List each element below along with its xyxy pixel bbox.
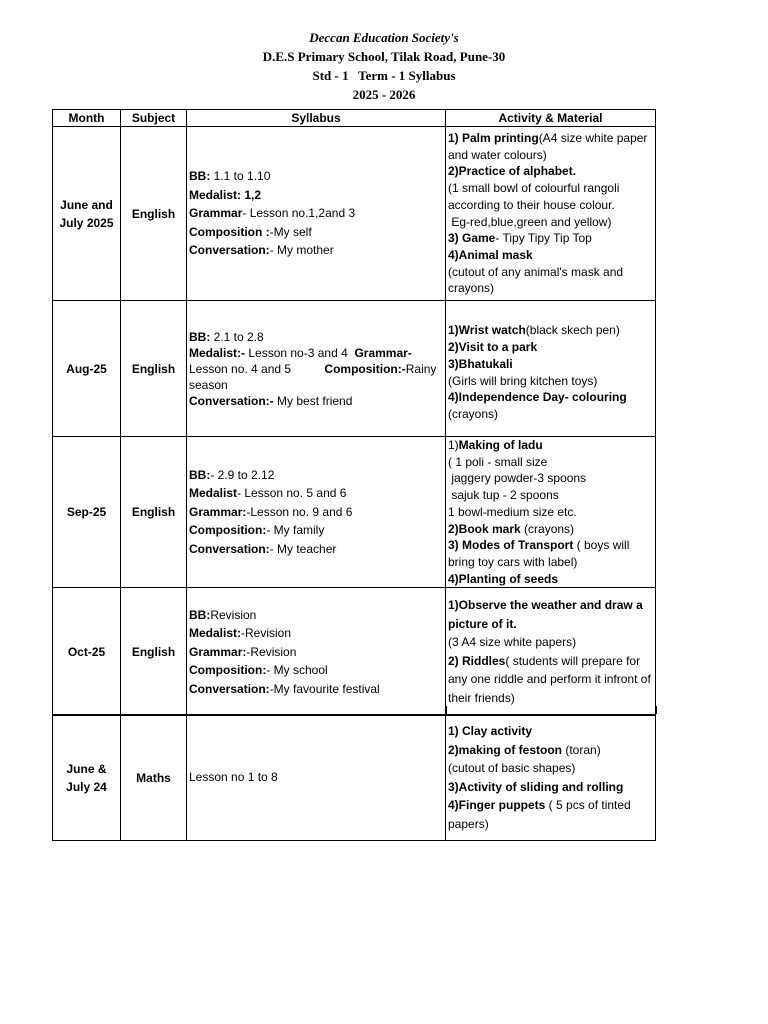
bold-label: 3)Activity of sliding and rolling [448,779,624,794]
item-text: (black skech pen) [525,323,620,338]
item-text: Eg-red,blue,green and yellow) [448,214,612,229]
header-subject: Subject [121,110,187,127]
list-item [448,339,653,356]
list-item [189,241,443,260]
list-item [448,180,653,213]
list-item [189,204,443,223]
bold-label: 3) Game [448,231,496,246]
list-item [448,437,653,454]
item-text: (cutout of any animal's mask and crayons) [448,264,627,296]
item-text: 2.1 to 2.8 [210,329,264,344]
bold-label: Conversation: [189,541,270,556]
list-item [448,521,653,538]
item-text: Lesson no-3 and 4 [245,345,355,360]
academic-year: 2025 - 2026 [352,87,416,102]
month-cell: June and July 2025 [53,127,121,301]
table-row [53,715,656,841]
bold-label: Conversation: [189,243,270,258]
list-item [448,247,653,264]
table-row [53,127,656,301]
item-text: (cutout of basic shapes) [448,761,576,775]
maths-table [52,714,656,841]
item-text: -Lesson no. 9 and 6 [246,504,353,519]
list-item [448,487,653,504]
document-header [0,28,768,104]
bold-label: BB: [189,467,211,482]
item-text: (3 A4 size white papers) [448,635,577,650]
syllabus-cell [187,588,446,716]
table-gap [52,706,657,714]
bold-label: Grammar: [189,644,247,659]
item-text: ( 5 pcs of tinted papers) [448,798,635,831]
list-item [189,186,443,205]
bold-label: 3) Modes of Transport [448,538,574,553]
subject-cell: English [121,301,187,437]
table-row [53,588,656,716]
list-item [189,643,443,662]
syllabus-cell [187,301,446,437]
list-item [448,373,653,390]
bold-label: Composition: [189,523,267,538]
school-name: D.E.S Primary School, Tilak Road, Pune-30 [262,49,506,64]
bold-label: Composition:- [324,361,406,376]
bold-label: Medalist [189,486,238,501]
activity-cell [446,715,656,841]
list-item [448,389,653,406]
item-text: Lesson no. 4 and 5 [189,345,416,376]
item-text: ( students will prepare for any one riddle and perform it infront of their friends) [448,653,655,705]
list-item [448,504,653,521]
bold-label: Conversation:- [189,393,274,408]
month-cell: Oct-25 [53,588,121,716]
bold-label: 4)Independence Day- colouring [448,390,627,405]
subject-cell: English [121,588,187,716]
list-item [448,214,653,231]
society-name: Deccan Education Society's [309,30,459,45]
syllabus-table [52,109,656,716]
list-item [189,167,443,186]
subject-cell: English [121,437,187,588]
item-text: (Girls will bring kitchen toys) [448,373,598,388]
bold-label: 1) Palm printing [448,130,539,145]
bold-label: 2)Practice of alphabet. [448,164,577,179]
list-item [448,633,653,652]
item-text: (A4 size white paper and water colours) [448,130,651,162]
bold-label: Medalist: [189,626,242,641]
item-text: sajuk tup - 2 spoons [448,488,559,503]
list-item [189,466,443,485]
header-month: Month [53,110,121,127]
header-syllabus: Syllabus [187,110,446,127]
item-text: Revision [210,607,257,622]
bold-label: 4)Finger puppets [448,798,546,812]
item-text: - My teacher [269,541,337,556]
gap-divider [446,706,447,714]
item-text: Rainy season [189,361,440,392]
bold-label: BB: [189,329,211,344]
bold-label: BB: [189,607,211,622]
bold-label: 2)Book mark [448,521,521,536]
header-activity: Activity & Material [446,110,656,127]
item-text: - My school [266,663,328,678]
activity-cell [446,588,656,716]
bold-label: Composition: [189,663,267,678]
bold-label: Medalist:- [189,345,246,360]
list-item [189,624,443,643]
bold-label: Making of ladu [458,438,543,452]
list-item [448,652,653,708]
list-item [448,230,653,247]
bold-label: BB: [189,169,211,184]
bold-label: Conversation: [189,681,270,696]
list-item [189,521,443,540]
syllabus-cell [187,127,446,301]
list-item [448,406,653,423]
item-text: ( boys will bring toy cars with label) [448,538,633,569]
bold-label: 2)Visit to a park [448,340,538,355]
month-cell: June & July 24 [53,715,121,841]
list-item [448,130,653,163]
item-text: jaggery powder-3 spoons [448,471,587,486]
activity-cell [446,301,656,437]
list-item [448,356,653,373]
bold-label: 1)Observe the weather and draw a picture of it. [448,598,643,631]
list-item [448,778,653,797]
syllabus-cell: Lesson no 1 to 8 [187,715,446,841]
table-row [53,301,656,437]
activity-cell [446,437,656,588]
bold-label: 3)Bhatukali [448,356,513,371]
item-text: -Revision [241,626,292,641]
item-text: -My favourite festival [269,681,380,696]
item-text: - Lesson no.1,2and 3 [242,206,356,221]
syllabus-cell [187,437,446,588]
list-item [448,470,653,487]
activity-cell [446,127,656,301]
item-text: My best friend [273,393,353,408]
bold-label: Composition : [189,224,270,239]
bold-label: Grammar- [354,345,412,360]
list-item [189,540,443,559]
list-item [189,661,443,680]
list-item [189,329,443,409]
list-item [189,680,443,699]
item-text: - My family [266,523,325,538]
table-header-row [53,110,656,127]
item-text: 1.1 to 1.10 [210,169,271,184]
item-text: - Lesson no. 5 and 6 [237,486,347,501]
list-item [189,606,443,625]
list-item [448,759,653,778]
item-text: (crayons) [520,521,575,536]
list-item [448,264,653,297]
bold-label: 4)Animal mask [448,247,533,262]
subject-cell: Maths [121,715,187,841]
bold-label: 1)Wrist watch [448,323,526,338]
item-text: - 2.9 to 2.12 [210,467,275,482]
list-item [189,223,443,242]
month-cell: Sep-25 [53,437,121,588]
list-item [448,163,653,180]
list-item [448,571,653,588]
term-title: Std - 1 Term - 1 Syllabus [312,68,456,83]
list-item [189,484,443,503]
bold-label: Grammar [189,206,243,221]
item-text: 1) [448,438,459,452]
list-item [448,596,653,633]
list-item [448,796,653,833]
table-row [53,437,656,588]
item-text: 1 bowl-medium size etc. [448,504,577,519]
month-cell: Aug-25 [53,301,121,437]
list-item [189,503,443,522]
bold-label: 1) Clay activity [448,724,533,738]
list-item [448,454,653,471]
item-text: ( 1 poli - small size [448,454,548,469]
list-item [448,537,653,570]
subject-cell: English [121,127,187,301]
item-text: - Tipy Tipy Tip Top [495,231,592,246]
bold-label: 4)Planting of seeds [448,571,559,586]
list-item [448,322,653,339]
item-text: (crayons) [448,406,499,421]
item-text: -My self [269,224,312,239]
item-text: -Revision [246,644,297,659]
bold-label: 2) Riddles [448,653,506,668]
list-item [448,741,653,760]
item-text: (toran) [562,742,601,757]
bold-label: Medalist: 1,2 [189,187,262,202]
list-item [448,722,653,741]
bold-label: Grammar: [189,504,247,519]
item-text: - My mother [269,243,334,258]
bold-label: 2)making of festoon [448,742,563,757]
item-text: (1 small bowl of colourful rangoli according to their house colour. [448,181,623,212]
